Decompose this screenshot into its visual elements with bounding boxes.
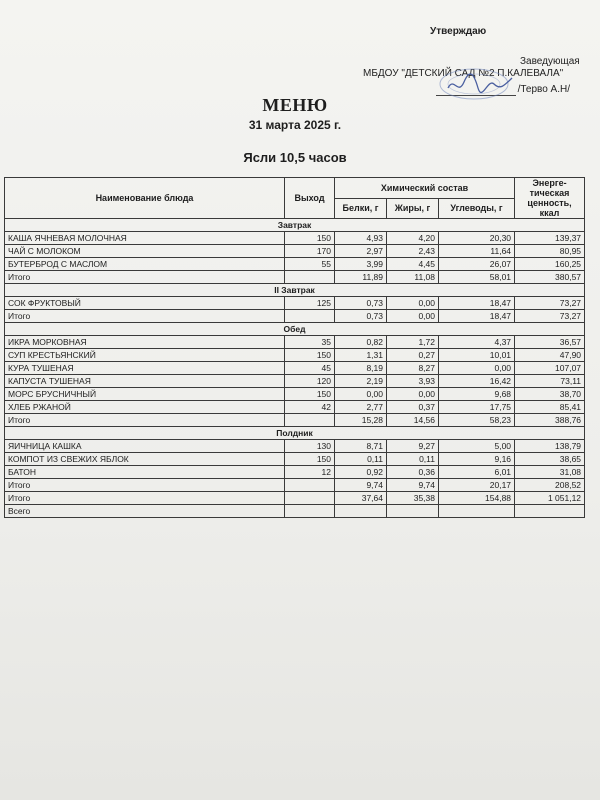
dish-yield: 150 — [285, 453, 335, 466]
all-total-empty — [387, 505, 439, 518]
total-label: Итого — [5, 414, 285, 427]
dish-name: КАПУСТА ТУШЕНАЯ — [5, 375, 285, 388]
dish-protein: 4,93 — [335, 232, 387, 245]
dish-energy: 80,95 — [515, 245, 585, 258]
menu-body — [5, 219, 585, 518]
dish-yield: 12 — [285, 466, 335, 479]
all-total-empty — [335, 505, 387, 518]
dish-yield: 170 — [285, 245, 335, 258]
all-total-empty — [515, 505, 585, 518]
section-total-row — [5, 310, 585, 323]
total-energy: 388,76 — [515, 414, 585, 427]
dish-protein: 2,77 — [335, 401, 387, 414]
section-total-row — [5, 479, 585, 492]
dish-yield: 130 — [285, 440, 335, 453]
dish-yield: 120 — [285, 375, 335, 388]
total-energy: 380,57 — [515, 271, 585, 284]
approval-name: /Терво А.Н/ — [517, 84, 570, 95]
section-title: II Завтрак — [5, 284, 585, 297]
dish-yield: 150 — [285, 232, 335, 245]
dish-name: БУТЕРБРОД С МАСЛОМ — [5, 258, 285, 271]
dish-yield: 150 — [285, 349, 335, 362]
dish-name: ИКРА МОРКОВНАЯ — [5, 336, 285, 349]
section-header-row — [5, 427, 585, 440]
grand-total-protein: 37,64 — [335, 492, 387, 505]
dish-carbs: 17,75 — [439, 401, 515, 414]
total-protein: 9,74 — [335, 479, 387, 492]
all-total-row — [5, 505, 585, 518]
header-row — [5, 178, 585, 199]
section-header-row — [5, 219, 585, 232]
dish-name: КОМПОТ ИЗ СВЕЖИХ ЯБЛОК — [5, 453, 285, 466]
dish-name: КАША ЯЧНЕВАЯ МОЛОЧНАЯ — [5, 232, 285, 245]
dish-fat: 0,00 — [387, 388, 439, 401]
table-row — [5, 349, 585, 362]
dish-carbs: 18,47 — [439, 297, 515, 310]
dish-name: ЯИЧНИЦА КАШКА — [5, 440, 285, 453]
all-total-empty — [439, 505, 515, 518]
dish-carbs: 16,42 — [439, 375, 515, 388]
dish-energy: 107,07 — [515, 362, 585, 375]
dish-fat: 2,43 — [387, 245, 439, 258]
dish-protein: 0,73 — [335, 297, 387, 310]
dish-carbs: 5,00 — [439, 440, 515, 453]
total-carbs: 20,17 — [439, 479, 515, 492]
dish-protein: 3,99 — [335, 258, 387, 271]
dish-carbs: 9,16 — [439, 453, 515, 466]
dish-energy: 139,37 — [515, 232, 585, 245]
grand-total-yield — [285, 492, 335, 505]
dish-carbs: 10,01 — [439, 349, 515, 362]
dish-protein: 8,19 — [335, 362, 387, 375]
dish-fat: 0,00 — [387, 297, 439, 310]
dish-protein: 0,00 — [335, 388, 387, 401]
table-row — [5, 336, 585, 349]
dish-yield: 125 — [285, 297, 335, 310]
table-row — [5, 245, 585, 258]
all-total-label: Всего — [5, 505, 285, 518]
dish-protein: 0,92 — [335, 466, 387, 479]
dish-energy: 47,90 — [515, 349, 585, 362]
dish-fat: 4,45 — [387, 258, 439, 271]
dish-fat: 0,36 — [387, 466, 439, 479]
dish-yield: 55 — [285, 258, 335, 271]
col-header-carbs: Углеводы, г — [439, 198, 515, 219]
table-row — [5, 466, 585, 479]
dish-energy: 36,57 — [515, 336, 585, 349]
total-label: Итого — [5, 479, 285, 492]
total-yield — [285, 479, 335, 492]
dish-carbs: 0,00 — [439, 362, 515, 375]
dish-carbs: 4,37 — [439, 336, 515, 349]
total-yield — [285, 414, 335, 427]
all-total-empty — [285, 505, 335, 518]
dish-carbs: 6,01 — [439, 466, 515, 479]
dish-energy: 38,65 — [515, 453, 585, 466]
grand-total-energy: 1 051,12 — [515, 492, 585, 505]
section-header-row — [5, 284, 585, 297]
table-row — [5, 453, 585, 466]
total-protein: 0,73 — [335, 310, 387, 323]
dish-name: ХЛЕБ РЖАНОЙ — [5, 401, 285, 414]
col-header-yield: Выход — [285, 178, 335, 219]
dish-yield: 45 — [285, 362, 335, 375]
table-row — [5, 232, 585, 245]
dish-carbs: 9,68 — [439, 388, 515, 401]
dish-energy: 160,25 — [515, 258, 585, 271]
section-title: Полдник — [5, 427, 585, 440]
dish-name: МОРС БРУСНИЧНЫЙ — [5, 388, 285, 401]
total-carbs: 58,23 — [439, 414, 515, 427]
section-title: Обед — [5, 323, 585, 336]
total-carbs: 58,01 — [439, 271, 515, 284]
grand-total-fat: 35,38 — [387, 492, 439, 505]
col-header-protein: Белки, г — [335, 198, 387, 219]
dish-protein: 2,97 — [335, 245, 387, 258]
table-row — [5, 401, 585, 414]
approval-title: Утверждаю — [430, 26, 487, 37]
table-row — [5, 297, 585, 310]
total-energy: 208,52 — [515, 479, 585, 492]
dish-name: БАТОН — [5, 466, 285, 479]
section-header-row — [5, 323, 585, 336]
dish-energy: 31,08 — [515, 466, 585, 479]
total-label: Итого — [5, 310, 285, 323]
dish-fat: 4,20 — [387, 232, 439, 245]
col-header-fat: Жиры, г — [387, 198, 439, 219]
dish-fat: 1,72 — [387, 336, 439, 349]
table-row — [5, 388, 585, 401]
dish-yield: 42 — [285, 401, 335, 414]
dish-energy: 73,11 — [515, 375, 585, 388]
table-row — [5, 375, 585, 388]
dish-fat: 0,37 — [387, 401, 439, 414]
table-row — [5, 440, 585, 453]
dish-protein: 2,19 — [335, 375, 387, 388]
dish-name: КУРА ТУШЕНАЯ — [5, 362, 285, 375]
section-total-row — [5, 414, 585, 427]
dish-protein: 0,82 — [335, 336, 387, 349]
total-fat: 9,74 — [387, 479, 439, 492]
dish-energy: 138,79 — [515, 440, 585, 453]
total-protein: 15,28 — [335, 414, 387, 427]
group-title: Ясли 10,5 часов — [243, 150, 347, 165]
dish-carbs: 11,64 — [439, 245, 515, 258]
document-date: 31 марта 2025 г. — [248, 118, 342, 132]
grand-total-label: Итого — [5, 492, 285, 505]
dish-protein: 1,31 — [335, 349, 387, 362]
dish-name: ЧАЙ С МОЛОКОМ — [5, 245, 285, 258]
section-title: Завтрак — [5, 219, 585, 232]
dish-energy: 73,27 — [515, 297, 585, 310]
dish-carbs: 26,07 — [439, 258, 515, 271]
dish-fat: 0,11 — [387, 453, 439, 466]
total-energy: 73,27 — [515, 310, 585, 323]
dish-yield: 35 — [285, 336, 335, 349]
total-fat: 0,00 — [387, 310, 439, 323]
dish-name: СУП КРЕСТЬЯНСКИЙ — [5, 349, 285, 362]
dish-name: СОК ФРУКТОВЫЙ — [5, 297, 285, 310]
dish-fat: 8,27 — [387, 362, 439, 375]
dish-fat: 3,93 — [387, 375, 439, 388]
dish-fat: 9,27 — [387, 440, 439, 453]
grand-total-row — [5, 492, 585, 505]
total-protein: 11,89 — [335, 271, 387, 284]
col-header-energy: Энерге-тическая ценность, ккал — [515, 178, 585, 219]
table-row — [5, 362, 585, 375]
dish-protein: 8,71 — [335, 440, 387, 453]
col-header-name: Наименование блюда — [5, 178, 285, 219]
dish-carbs: 20,30 — [439, 232, 515, 245]
approval-position: Заведующая — [520, 56, 580, 67]
section-total-row — [5, 271, 585, 284]
table-row — [5, 258, 585, 271]
dish-energy: 85,41 — [515, 401, 585, 414]
menu-table — [4, 177, 585, 518]
total-fat: 11,08 — [387, 271, 439, 284]
total-fat: 14,56 — [387, 414, 439, 427]
dish-protein: 0,11 — [335, 453, 387, 466]
dish-yield: 150 — [285, 388, 335, 401]
col-header-chem: Химический состав — [335, 178, 515, 199]
dish-fat: 0,27 — [387, 349, 439, 362]
approval-organization: МБДОУ "ДЕТСКИЙ САД №2 П.КАЛЕВАЛА" — [363, 68, 564, 79]
total-yield — [285, 271, 335, 284]
total-yield — [285, 310, 335, 323]
total-carbs: 18,47 — [439, 310, 515, 323]
total-label: Итого — [5, 271, 285, 284]
dish-energy: 38,70 — [515, 388, 585, 401]
grand-total-carbs: 154,88 — [439, 492, 515, 505]
document-title: МЕНЮ — [262, 95, 328, 115]
